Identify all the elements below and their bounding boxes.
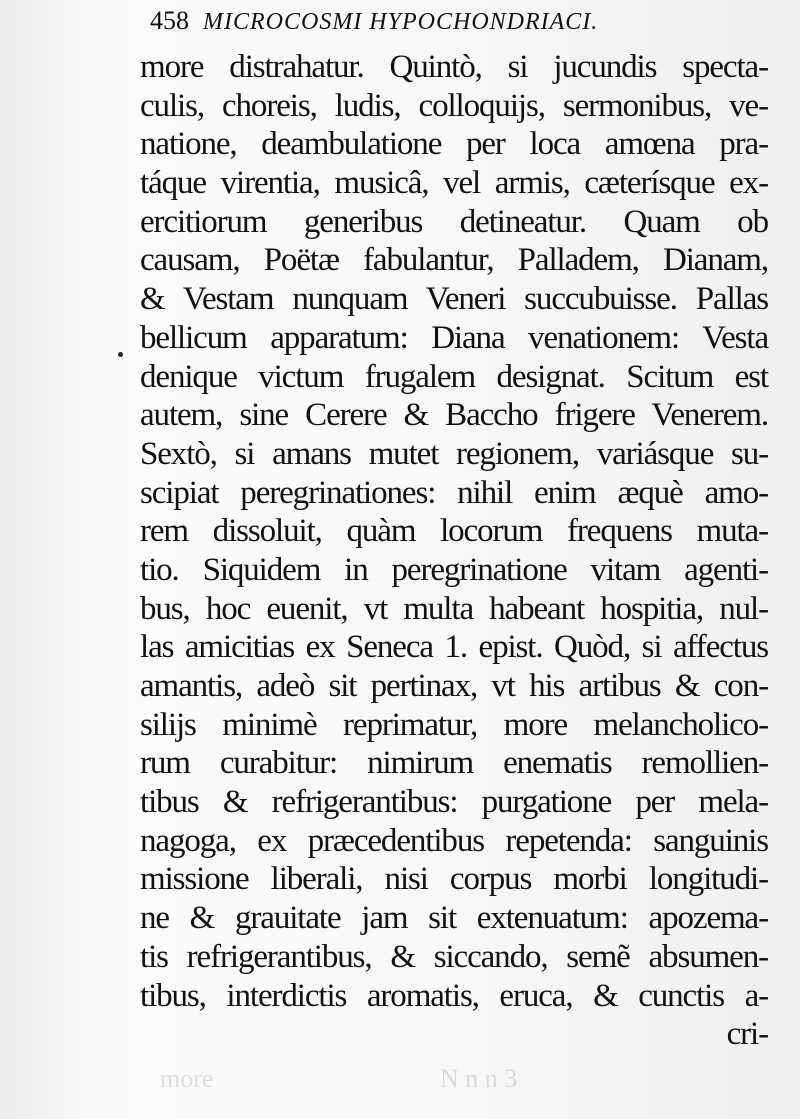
bleed-through-right: N n n 3 <box>440 1064 518 1093</box>
text-line: culis, choreis, ludis, colloquijs, sermonibus, ve- <box>140 87 768 124</box>
text-line: tibus & refrigerantibus: purgatione per mela- <box>140 784 768 821</box>
text-line: tis refrigerantibus, & siccando, semẽ absumen- <box>140 938 768 975</box>
page-number: 458 <box>150 6 189 35</box>
text-line: missione liberali, nisi corpus morbi longitudi- <box>140 861 768 898</box>
text-line: bellicum apparatum: Diana venationem: Vesta <box>140 319 768 356</box>
text-line: ne & grauitate jam sit extenuatum: apozema- <box>140 900 768 937</box>
text-line: denique victum frugalem designat. Scitum est <box>140 358 768 395</box>
text-line: tio. Siquidem in peregrinatione vitam agenti- <box>140 551 768 588</box>
body-text <box>140 48 768 1054</box>
text-line: autem, sine Cerere & Baccho frigere Venerem. <box>140 397 768 434</box>
running-title: MICROCOSMI HYPOCHONDRIACI. <box>203 9 599 35</box>
text-line: Sextò, si amans mutet regionem, variásque su- <box>140 435 768 472</box>
text-line: rem dissoluit, quàm locorum frequens muta- <box>140 513 768 550</box>
margin-mark <box>118 352 123 357</box>
gutter-shadow <box>0 0 130 1119</box>
text-line: nagoga, ex præcedentibus repetenda: sanguinis <box>140 822 768 859</box>
text-line: ercitiorum generibus detineatur. Quam ob <box>140 203 768 240</box>
text-line: tibus, interdictis aromatis, eruca, & cunctis a- <box>140 977 768 1014</box>
text-line: silijs minimè reprimatur, more melancholico- <box>140 706 768 743</box>
catchword: cri- <box>726 1016 768 1053</box>
text-line: causam, Poëtæ fabulantur, Palladem, Dianam, <box>140 242 768 279</box>
text-line: natione, deambulatione per loca amœna pra- <box>140 126 768 163</box>
bleed-through-left: more <box>160 1064 214 1093</box>
text-line: rum curabitur: nimirum enematis remollien- <box>140 745 768 782</box>
text-line: scipiat peregrinationes: nihil enim æquè amo- <box>140 474 768 511</box>
text-line: táque virentia, musicâ, vel armis, cæterísque ex- <box>140 165 768 202</box>
text-line: & Vestam nunquam Veneri succubuisse. Pallas <box>140 281 768 318</box>
text-line: more distrahatur. Quintò, si jucundis specta- <box>140 49 768 85</box>
bleed-through-text <box>150 1064 750 1104</box>
text-line: las amicitias ex Seneca 1. epist. Quòd, si affectus <box>140 629 768 666</box>
text-line: bus, hoc euenit, vt multa habeant hospitia, nul- <box>140 590 768 627</box>
page-header <box>150 6 750 40</box>
text-line: amantis, adeò sit pertinax, vt his artibus & con- <box>140 668 768 704</box>
